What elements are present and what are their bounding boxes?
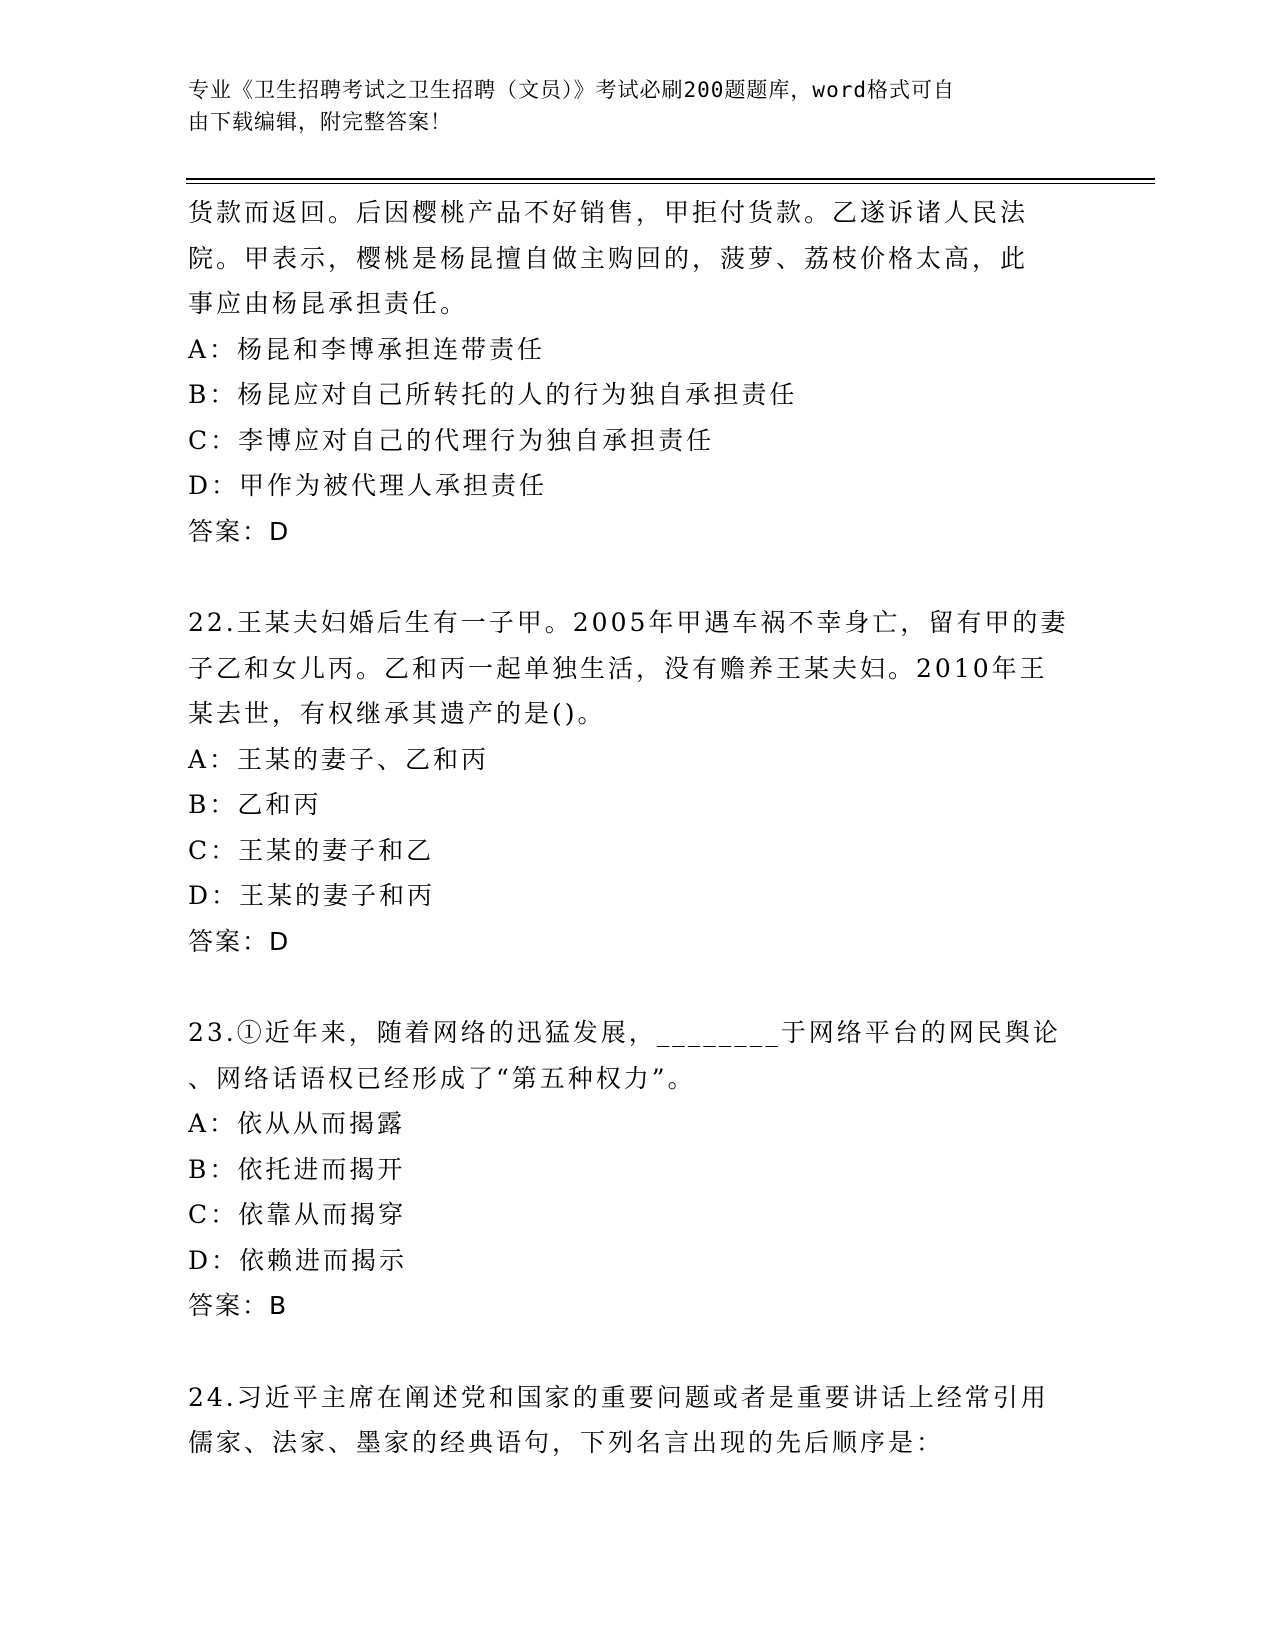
question-text-line: 、网络话语权已经形成了“第五种权力”。 [188,1063,696,1093]
question-text-line: 事应由杨昆承担责任。 [188,289,469,318]
question-text-line: 23.①近年来，随着网络的迅猛发展，________于网络平台的网民舆论 [188,1018,1061,1047]
option-a: A：依从从而揭露 [188,1109,406,1138]
option-d: D：王某的妻子和丙 [188,881,436,910]
option-a: A：杨昆和李博承担连带责任 [188,334,546,364]
option-b: B：乙和丙 [188,790,322,819]
option-c: C：李博应对自己的代理行为独自承担责任 [188,425,715,455]
question-text-line: 某去世，有权继承其遗产的是()。 [188,699,606,728]
option-c: C：依靠从而揭穿 [188,1200,407,1229]
question-23 [188,1010,1088,1329]
header-title-line-1: 专业《卫生招聘考试之卫生招聘（文员）》考试必刷200题题库，word格式可自 [188,78,955,102]
question-24 [188,1375,1088,1466]
question-text-line: 院。甲表示，樱桃是杨昆擅自做主购回的，菠萝、荔枝价格太高，此 [188,243,1029,273]
document-header [188,74,1068,138]
option-d: D：依赖进而揭示 [188,1245,408,1275]
question-22 [188,600,1088,964]
question-text-line: 儒家、法家、墨家的经典语句，下列名言出现的先后顺序是： [188,1428,945,1457]
option-b: B：依托进而揭开 [188,1154,406,1184]
document-body [188,190,1088,1466]
option-b: B：杨昆应对自己所转托的人的行为独自承担责任 [188,380,798,409]
question-21-continuation [188,190,1088,554]
answer-line: 答案：D [188,926,291,956]
question-text-line: 货款而返回。后因樱桃产品不好销售，甲拒付货款。乙遂诉诸人民法 [188,198,1029,227]
question-text-line: 子乙和女儿丙。乙和丙一起单独生活，没有赡养王某夫妇。2010年王 [188,653,1048,683]
header-title-line-2: 由下载编辑，附完整答案！ [188,110,452,134]
option-a: A：王某的妻子、乙和丙 [188,744,490,774]
option-d: D：甲作为被代理人承担责任 [188,471,548,500]
question-text-line: 22.王某夫妇婚后生有一子甲。2005年甲遇车祸不幸身亡，留有甲的妻 [188,608,1069,637]
spacer [188,964,1088,1010]
header-rule-thick [186,178,1155,180]
spacer [188,1329,1088,1375]
option-c: C：王某的妻子和乙 [188,835,435,865]
question-text-line: 24.习近平主席在阐述党和国家的重要问题或者是重要讲话上经常引用 [188,1382,1049,1412]
answer-line: 答案：B [188,1291,289,1320]
answer-line: 答案：D [188,516,291,546]
header-rule-thin [186,183,1155,184]
spacer [188,554,1088,600]
